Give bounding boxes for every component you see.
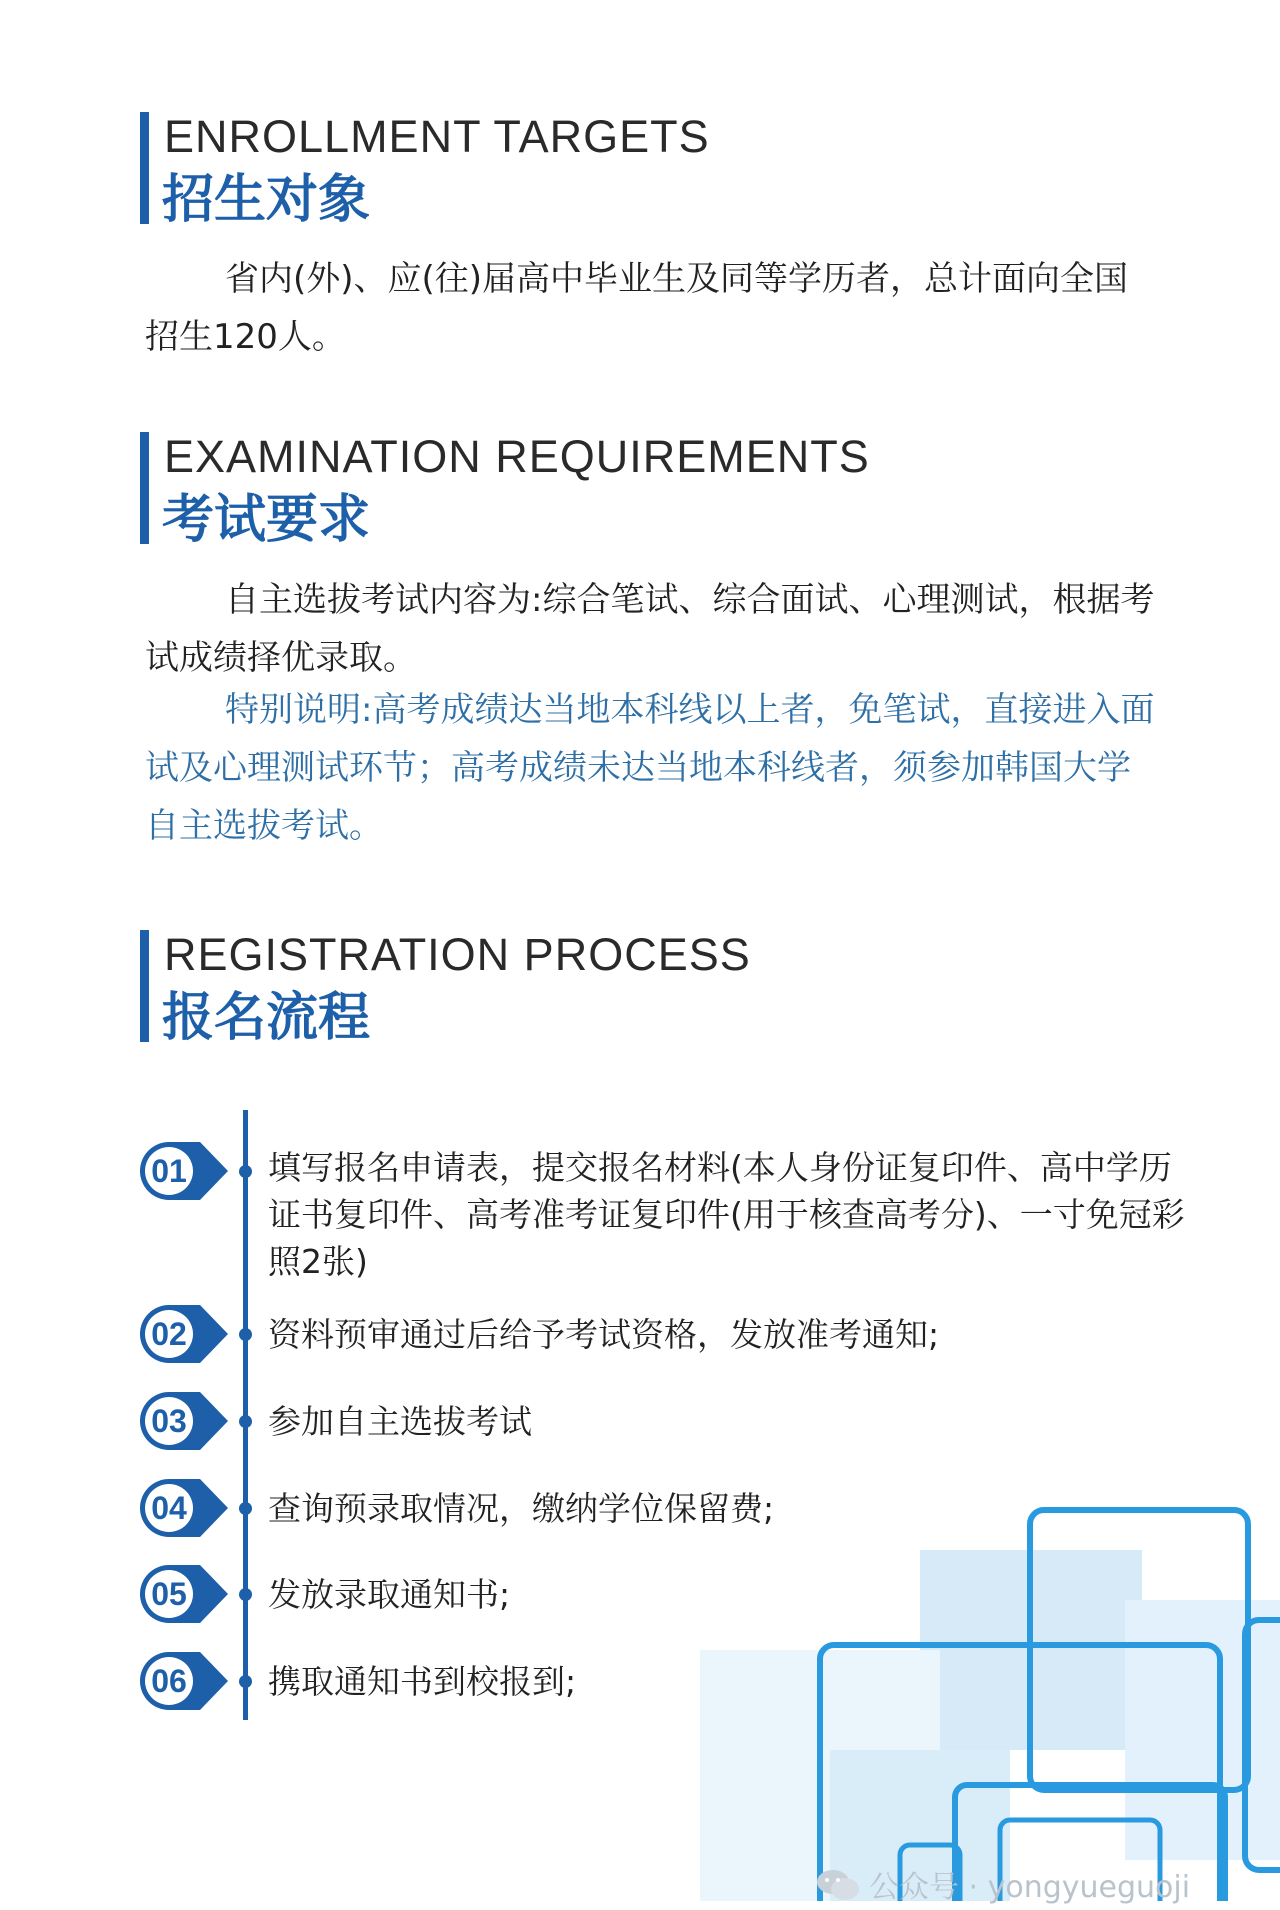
exam-note-paragraph (145, 681, 1160, 855)
step-dot (239, 1328, 252, 1341)
step-number: 02 (151, 1316, 187, 1352)
heading-zh: 考试要求 (162, 490, 371, 550)
step-badge-05 (138, 1563, 230, 1625)
step-dot (239, 1588, 252, 1601)
step-dot (239, 1415, 252, 1428)
heading-en: ENROLLMENT TARGETS (164, 111, 710, 162)
step-number: 06 (151, 1663, 187, 1699)
heading-bar (140, 432, 149, 544)
heading-en: REGISTRATION PROCESS (164, 929, 751, 980)
step-text-01: 填写报名申请表，提交报名材料(本人身份证复印件、高中学历证书复印件、高考准考证复印件(用于核查高考分)、一寸免冠彩照2张) (268, 1148, 1185, 1281)
step-badge-04 (138, 1477, 230, 1539)
exam-paragraph (145, 571, 1160, 687)
enrollment-paragraph (145, 250, 1160, 366)
step-text-04: 查询预录取情况，缴纳学位保留费; (268, 1489, 775, 1528)
step-dot (239, 1502, 252, 1515)
exam-text: 自主选拔考试内容为:综合笔试、综合面试、心理测试，根据考试成绩择优录取。 (145, 580, 1155, 678)
step-dot (239, 1165, 252, 1178)
step-badge-02 (138, 1303, 230, 1365)
step-number: 05 (151, 1576, 187, 1612)
heading-en: EXAMINATION REQUIREMENTS (164, 431, 870, 482)
step-text-06: 携取通知书到校报到; (268, 1662, 577, 1701)
heading-bar (140, 930, 149, 1042)
step-text-05: 发放录取通知书; (268, 1575, 511, 1614)
wechat-icon (815, 1868, 861, 1910)
step-dot (239, 1675, 252, 1688)
heading-bar (140, 112, 149, 224)
step-badge-01 (138, 1140, 230, 1202)
step-number: 03 (151, 1403, 187, 1439)
step-badge-03 (138, 1390, 230, 1452)
exam-note-text: 特别说明:高考成绩达当地本科线以上者，免笔试，直接进入面试及心理测试环节；高考成绩未达当地本科线者，须参加韩国大学自主选拔考试。 (145, 690, 1155, 846)
step-text-02: 资料预审通过后给予考试资格，发放准考通知; (268, 1315, 940, 1354)
footer-watermark (815, 1862, 1190, 1910)
enrollment-text: 省内(外)、应(往)届高中毕业生及同等学历者，总计面向全国招生120人。 (145, 259, 1129, 357)
step-badge-06 (138, 1650, 230, 1712)
heading-zh: 报名流程 (162, 988, 371, 1048)
heading-zh: 招生对象 (162, 170, 371, 230)
footer-label: 公众号 · yongyueguoji (869, 1870, 1191, 1905)
step-text-03: 参加自主选拔考试 (268, 1402, 532, 1441)
step-number: 01 (151, 1153, 187, 1189)
step-number: 04 (151, 1490, 187, 1526)
